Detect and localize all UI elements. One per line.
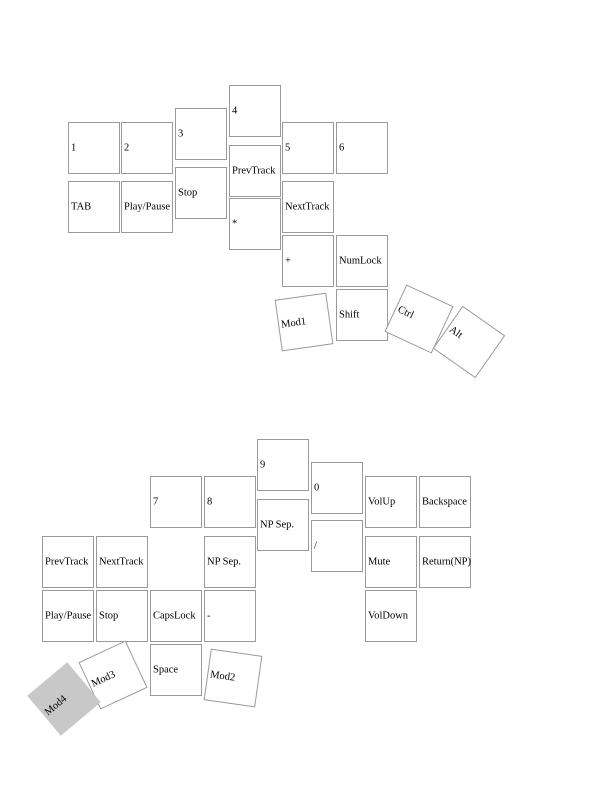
- key-stop[interactable]: [96, 590, 148, 642]
- key-0[interactable]: [311, 462, 363, 514]
- key-2[interactable]: [121, 122, 173, 174]
- key-space[interactable]: [150, 644, 202, 696]
- key-label: 6: [339, 142, 345, 154]
- key-voldown[interactable]: [365, 590, 417, 642]
- key-shift[interactable]: [336, 289, 388, 341]
- key-label: 4: [232, 105, 238, 117]
- key-8[interactable]: [204, 476, 256, 528]
- key-label: Mod4: [42, 693, 70, 718]
- key-label: Ctrl: [395, 304, 416, 322]
- key-asterisk[interactable]: [229, 198, 281, 250]
- key-label: 5: [285, 142, 291, 154]
- key-numlock[interactable]: [336, 235, 388, 287]
- key-nexttrack[interactable]: [282, 181, 334, 233]
- key-label: /: [314, 540, 317, 552]
- key-7[interactable]: [150, 476, 202, 528]
- key-return-np[interactable]: [419, 536, 471, 588]
- key-1[interactable]: [68, 122, 120, 174]
- key-prevtrack[interactable]: [42, 536, 94, 588]
- key-backspace[interactable]: [419, 476, 471, 528]
- key-label: Mod1: [280, 316, 307, 331]
- key-play-pause[interactable]: [121, 181, 173, 233]
- key-np-sep[interactable]: [204, 536, 256, 588]
- key-label: Stop: [178, 187, 198, 199]
- key-label: PrevTrack: [45, 556, 89, 568]
- key-6[interactable]: [336, 122, 388, 174]
- key-slash[interactable]: [311, 520, 363, 572]
- key-label: CapsLock: [153, 610, 196, 622]
- key-label: Space: [153, 664, 179, 676]
- key-play-pause[interactable]: [42, 590, 94, 642]
- key-label: *: [232, 218, 238, 230]
- key-label: Mod2: [209, 669, 236, 684]
- key-minus[interactable]: [204, 590, 256, 642]
- key-label: PrevTrack: [232, 165, 276, 177]
- key-label: NP Sep.: [207, 556, 242, 568]
- key-label: TAB: [71, 201, 92, 213]
- key-label: Return(NP): [422, 556, 471, 568]
- key-label: 3: [178, 128, 184, 140]
- key-label: 8: [207, 496, 213, 508]
- key-label: +: [285, 255, 291, 267]
- key-plus[interactable]: [282, 235, 334, 287]
- key-label: Mod3: [89, 669, 118, 690]
- key-label: NumLock: [339, 255, 382, 267]
- key-prevtrack[interactable]: [229, 145, 281, 197]
- key-label: VolUp: [368, 496, 396, 508]
- key-label: NP Sep.: [260, 519, 295, 531]
- key-label: Play/Pause: [45, 610, 92, 622]
- key-label: Play/Pause: [124, 201, 171, 213]
- key-mod1[interactable]: [275, 293, 334, 352]
- key-label: Stop: [99, 610, 119, 622]
- key-label: -: [207, 610, 211, 622]
- key-np-sep-top[interactable]: [257, 499, 309, 551]
- key-label: Alt: [447, 324, 465, 342]
- key-label: NextTrack: [99, 556, 144, 568]
- key-label: 1: [71, 142, 77, 154]
- key-5[interactable]: [282, 122, 334, 174]
- key-label: Shift: [339, 309, 360, 321]
- key-label: NextTrack: [285, 201, 330, 213]
- key-label: Mute: [368, 556, 391, 568]
- key-nexttrack[interactable]: [96, 536, 148, 588]
- key-label: VolDown: [368, 610, 409, 622]
- key-label: 2: [124, 142, 130, 154]
- key-tab[interactable]: [68, 181, 120, 233]
- key-stop[interactable]: [175, 167, 227, 219]
- key-3[interactable]: [175, 108, 227, 160]
- key-label: Backspace: [422, 496, 467, 508]
- key-label: 7: [153, 496, 159, 508]
- key-9[interactable]: [257, 439, 309, 491]
- key-label: 0: [314, 482, 320, 494]
- key-capslock[interactable]: [150, 590, 202, 642]
- key-4[interactable]: [229, 85, 281, 137]
- key-volup[interactable]: [365, 476, 417, 528]
- lower-keyboard-layer: [0, 396, 612, 792]
- key-mod2[interactable]: [204, 649, 263, 708]
- key-label: 9: [260, 459, 266, 471]
- key-mute[interactable]: [365, 536, 417, 588]
